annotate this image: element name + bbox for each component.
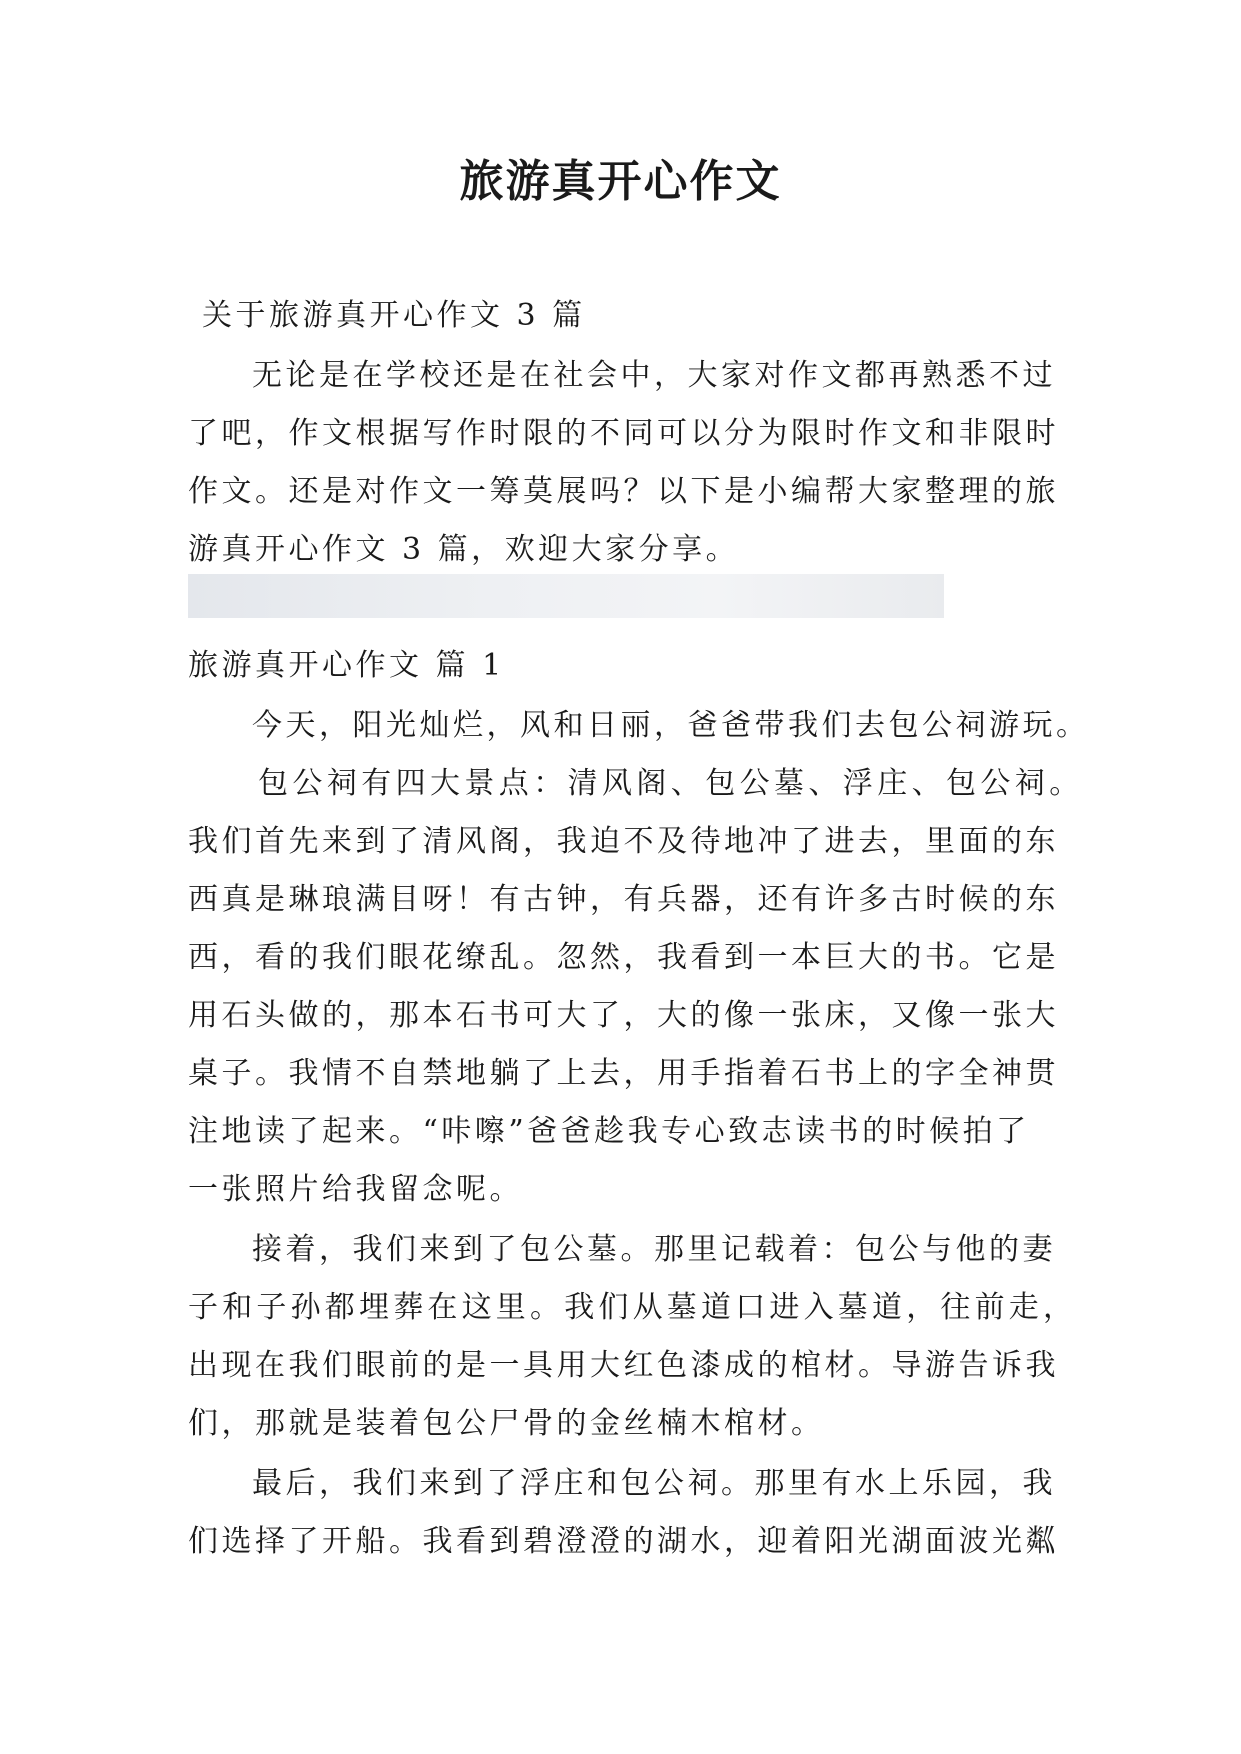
body-line: 们，那就是装着包公尸骨的金丝楠木棺材。: [188, 1406, 825, 1441]
intro-line: 作文。还是对作文一筹莫展吗？以下是小编帮大家整理的旅: [188, 474, 1059, 509]
body-line: 我们首先来到了清风阁，我迫不及待地冲了进去，里面的东: [188, 824, 1059, 859]
body-line: 用石头做的，那本石书可大了，大的像一张床，又像一张大: [188, 998, 1059, 1033]
body-line: 子和子孙都埋葬在这里。我们从墓道口进入墓道，往前走，: [188, 1290, 1078, 1325]
intro-line: 了吧，作文根据写作时限的不同可以分为限时作文和非限时: [188, 416, 1059, 451]
body-line: 一张照片给我留念呢。: [188, 1172, 523, 1207]
intro-line: 游真开心作文 3 篇，欢迎大家分享。: [188, 532, 740, 567]
body-line: 接着，我们来到了包公墓。那里记载着：包公与他的妻: [252, 1232, 1056, 1267]
body-line: 西，看的我们眼花缭乱。忽然，我看到一本巨大的书。它是: [188, 940, 1059, 975]
body-line: 包公祠有四大景点：清风阁、包公墓、浮庄、包公祠。: [258, 766, 1084, 801]
body-line: 今天，阳光灿烂，风和日丽，爸爸带我们去包公祠游玩。: [252, 708, 1090, 743]
body-line: 出现在我们眼前的是一具用大红色漆成的棺材。导游告诉我: [188, 1348, 1059, 1383]
body-line: 西真是琳琅满目呀！有古钟，有兵器，还有许多古时候的东: [188, 882, 1059, 917]
document-title: 旅游真开心作文: [459, 156, 782, 207]
ad-banner-image: [188, 574, 944, 618]
body-line: 们选择了开船。我看到碧澄澄的湖水，迎着阳光湖面波光粼: [188, 1524, 1059, 1559]
intro-line: 无论是在学校还是在社会中，大家对作文都再熟悉不过: [252, 358, 1056, 393]
body-line: 注地读了起来。“咔嚓”爸爸趁我专心致志读书的时候拍了: [188, 1114, 1030, 1149]
body-line: 最后，我们来到了浮庄和包公祠。那里有水上乐园，我: [252, 1466, 1056, 1501]
body-line: 桌子。我情不自禁地躺了上去，用手指着石书上的字全神贯: [188, 1056, 1059, 1091]
section-heading: 旅游真开心作文 篇 1: [188, 648, 505, 683]
document-subtitle: 关于旅游真开心作文 3 篇: [202, 298, 586, 333]
